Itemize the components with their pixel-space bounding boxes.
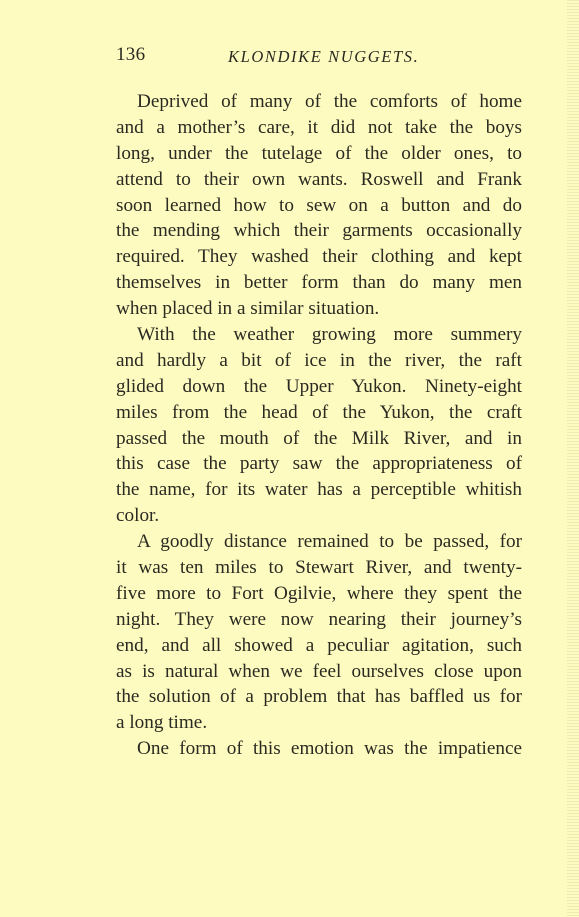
text-line: glided down the Upper Yukon. Ninety-eight bbox=[116, 375, 522, 397]
text-line: when placed in a similar situation. bbox=[116, 298, 380, 320]
paragraph bbox=[116, 529, 522, 736]
text-line: attend to their own wants. Roswell and Frank bbox=[116, 168, 522, 190]
text-line: miles from the head of the Yukon, the craft bbox=[116, 401, 522, 423]
text-line: Deprived of many of the comforts of home bbox=[137, 91, 522, 112]
text-line: night. They were now nearing their journey’s bbox=[116, 608, 522, 630]
text-line: end, and all showed a peculiar agitation, such bbox=[116, 634, 522, 656]
text-line: One form of this emotion was the impatience bbox=[137, 738, 522, 760]
paragraph bbox=[116, 322, 522, 529]
page-edge-texture bbox=[567, 0, 579, 917]
body-text bbox=[116, 89, 522, 762]
text-line: five more to Fort Ogilvie, where they spent the bbox=[116, 582, 522, 604]
text-line: it was ten miles to Stewart River, and twenty- bbox=[116, 557, 522, 579]
text-line: a long time. bbox=[116, 712, 208, 734]
text-line: and a mother’s care, it did not take the boys bbox=[116, 116, 522, 138]
text-line: passed the mouth of the Milk River, and in bbox=[116, 427, 522, 449]
text-line: color. bbox=[116, 505, 160, 527]
text-line: themselves in better form than do many men bbox=[116, 272, 522, 294]
text-line: the solution of a problem that has baffled us for bbox=[116, 686, 522, 708]
page-header bbox=[116, 44, 526, 70]
paragraph bbox=[116, 89, 522, 322]
text-line: soon learned how to sew on a button and do bbox=[116, 194, 522, 216]
text-line: long, under the tutelage of the older ones, to bbox=[116, 142, 522, 164]
text-line: required. They washed their clothing and kept bbox=[116, 246, 522, 268]
paragraph bbox=[116, 736, 522, 762]
text-line: the mending which their garments occasionally bbox=[116, 220, 522, 242]
text-line: the name, for its water has a perceptible whitish bbox=[116, 479, 522, 501]
text-line: A goodly distance remained to be passed, for bbox=[137, 531, 522, 553]
running-title: KLONDIKE NUGGETS. bbox=[228, 47, 420, 66]
text-line: this case the party saw the appropriateness of bbox=[116, 453, 522, 475]
text-line: With the weather growing more summery bbox=[137, 324, 522, 346]
text-line: and hardly a bit of ice in the river, the raft bbox=[116, 349, 522, 371]
text-line: as is natural when we feel ourselves close upon bbox=[116, 660, 522, 682]
page-number: 136 bbox=[116, 44, 146, 65]
